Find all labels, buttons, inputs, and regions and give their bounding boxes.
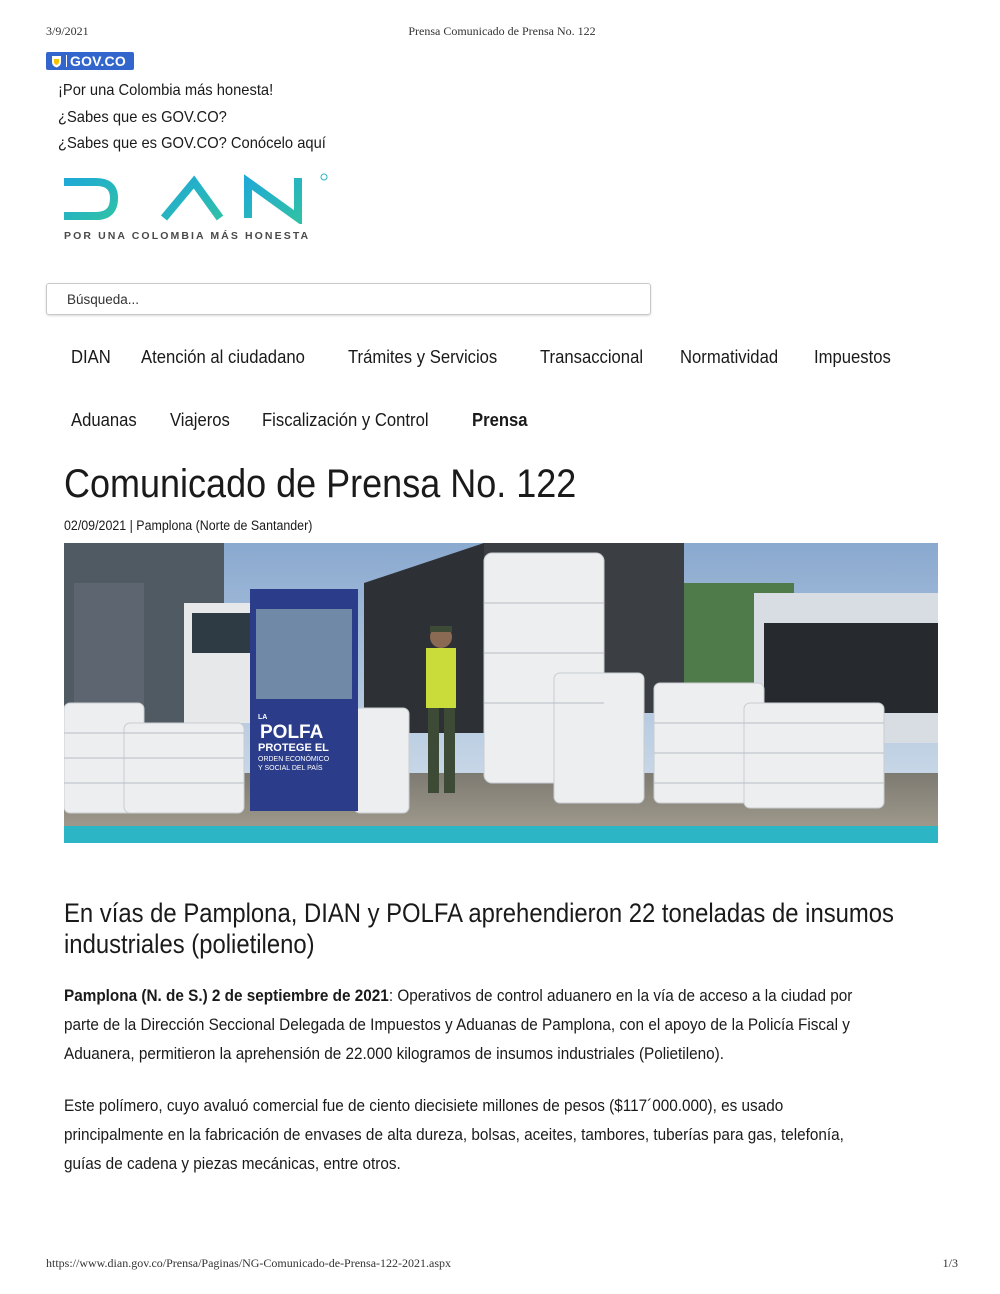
dian-logo[interactable]	[62, 172, 338, 244]
nav-item-prensa[interactable]: Prensa	[472, 409, 528, 430]
banner-social: Y SOCIAL DEL PAÍS	[258, 765, 323, 772]
paragraph-line: parte de la Dirección Seccional Delegada de Impuestos y Aduanas de Pamplona, con el apoyo de la Policía Fiscal y	[64, 1015, 850, 1034]
govco-badge[interactable]	[46, 52, 134, 70]
govco-label: GOV.CO	[70, 53, 126, 69]
dian-wordmark-icon	[62, 172, 334, 224]
paragraph-line: Este polímero, cuyo avaluó comercial fue de ciento diecisiete millones de pesos ($117´000.000), es usado	[64, 1096, 784, 1115]
nav-item-normatividad[interactable]: Normatividad	[679, 346, 778, 367]
print-title: Prensa Comunicado de Prensa No. 122	[408, 24, 596, 38]
nav-item-fiscalizacion[interactable]: Fiscalización y Control	[261, 409, 429, 430]
dian-tagline: POR UNA COLOMBIA MÁS HONESTA	[64, 230, 311, 242]
banner-polfa: POLFA	[260, 722, 324, 743]
subtitle-line: industriales (polietileno)	[64, 929, 315, 959]
print-page-number: 1/3	[942, 1256, 958, 1270]
govco-slogan: ¡Por una Colombia más honesta!	[58, 82, 274, 99]
colombia-shield-icon	[49, 54, 63, 68]
banner-protege: PROTEGE EL	[258, 742, 329, 754]
paragraph-line: Aduanera, permitieron la aprehensión de 22.000 kilogramos de insumos industriales (Polietileno).	[64, 1044, 724, 1063]
main-nav-row-2	[71, 409, 559, 431]
paragraph-line: guías de cadena y piezas mecánicas, entre otros.	[64, 1154, 401, 1173]
paragraph-lead: : Operativos de control aduanero en la vía de acceso a la ciudad por	[388, 986, 853, 1005]
main-nav-row-1	[71, 346, 925, 368]
govco-question-link[interactable]: ¿Sabes que es GOV.CO?	[58, 108, 227, 126]
nav-item-atencion[interactable]: Atención al ciudadano	[140, 346, 305, 367]
govco-links	[58, 78, 349, 158]
hero-image	[64, 543, 938, 843]
nav-item-viajeros[interactable]: Viajeros	[169, 409, 230, 430]
search-input[interactable]	[47, 284, 650, 314]
nav-item-transaccional[interactable]: Transaccional	[539, 346, 643, 367]
paragraph-2	[64, 1091, 938, 1178]
article-subtitle	[64, 898, 938, 960]
paragraph-line: principalmente en la fabricación de envases de alta dureza, bolsas, aceites, tambores, tuberías para gas, telefonía,	[64, 1125, 844, 1144]
govco-know-more-link[interactable]: ¿Sabes que es GOV.CO? Conócelo aquí	[58, 135, 326, 152]
page-title: Comunicado de Prensa No. 122	[64, 462, 577, 506]
print-footer	[46, 1256, 958, 1272]
nav-item-tramites[interactable]: Trámites y Servicios	[348, 346, 498, 367]
print-date: 3/9/2021	[46, 24, 89, 38]
nav-item-aduanas[interactable]: Aduanas	[71, 409, 137, 430]
seizure-photo	[64, 543, 938, 843]
dateline: Pamplona (N. de S.) 2 de septiembre de 2021	[64, 986, 389, 1005]
article-meta: 02/09/2021 | Pamplona (Norte de Santander)	[64, 518, 313, 533]
banner-la: LA	[258, 714, 268, 721]
govco-separator	[66, 55, 67, 67]
print-header	[46, 24, 958, 40]
nav-item-impuestos[interactable]: Impuestos	[814, 346, 891, 367]
print-url: https://www.dian.gov.co/Prensa/Paginas/NG-Comunicado-de-Prensa-122-2021.aspx	[46, 1256, 452, 1270]
subtitle-line: En vías de Pamplona, DIAN y POLFA aprehendieron 22 toneladas de insumos	[64, 898, 894, 928]
search-box[interactable]	[46, 283, 651, 315]
banner-orden: ORDEN ECONÓMICO	[258, 756, 330, 763]
paragraph-1	[64, 981, 938, 1068]
paragraph-line	[64, 981, 851, 1010]
nav-item-dian[interactable]: DIAN	[71, 346, 111, 367]
